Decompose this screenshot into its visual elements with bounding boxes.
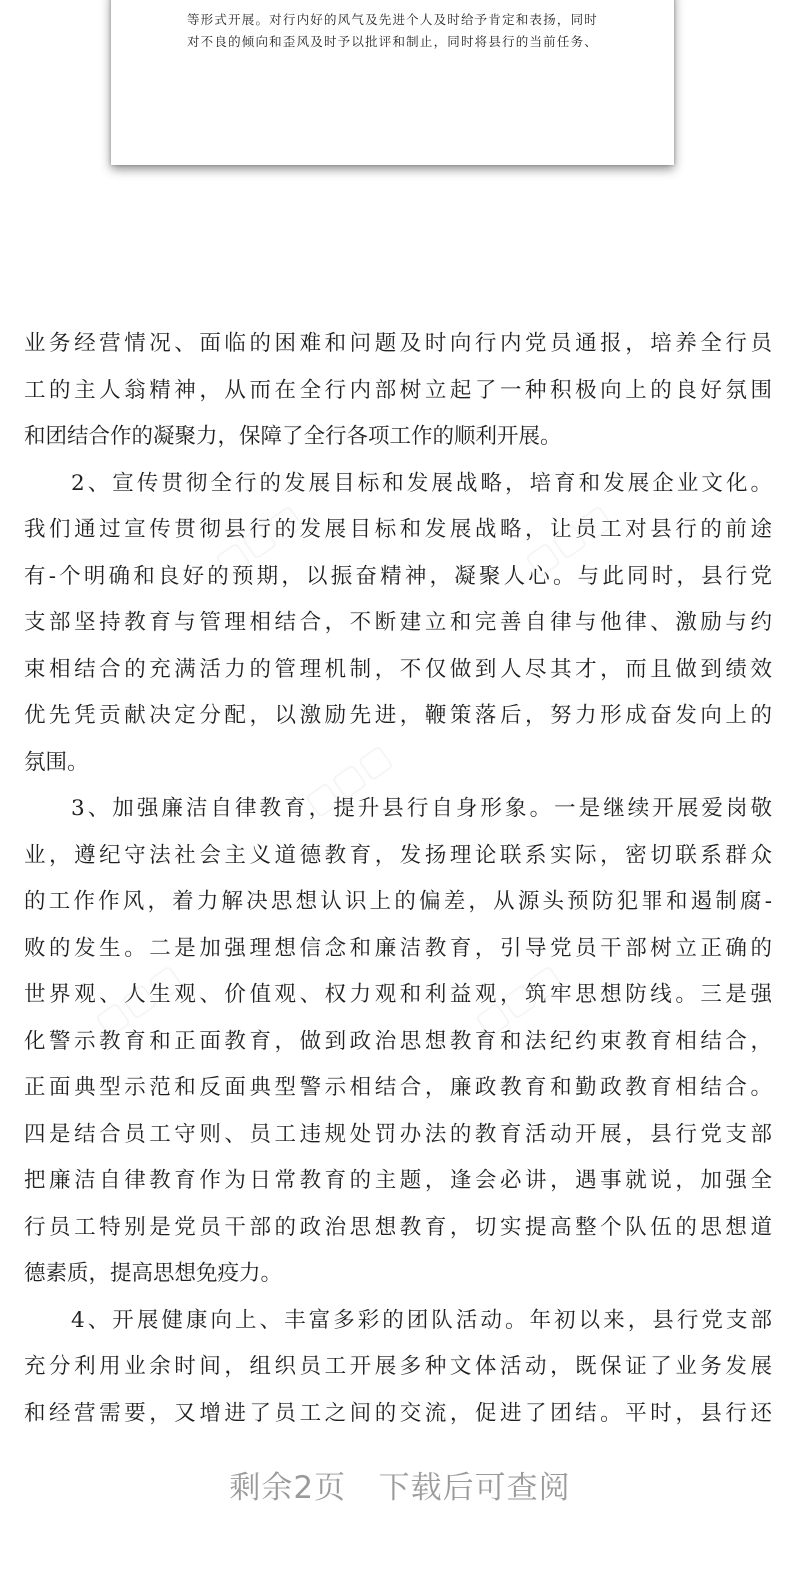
body-line: 化警示教育和正面教育，做到政治思想教育和法纪约束教育相结合， [24,1028,772,1054]
body-line: 行员工特别是党员干部的政治思想教育，切实提高整个队伍的思想道 [24,1214,772,1240]
card-text-line: 对不良的倾向和歪风及时予以批评和制止，同时将县行的当前任务、 [186,34,598,49]
body-line: 正面典型示范和反面典型警示相结合，廉政教育和勤政教育相结合。 [24,1075,772,1100]
body-line: 业务经营情况、面临的困难和问题及时向行内党员通报，培养全行员 [24,331,772,356]
document-preview-card [111,0,674,165]
body-line: 氛围。 [24,749,89,775]
body-line: 2、宣传贯彻全行的发展目标和发展战略，培育和发展企业文化。 [71,470,772,496]
body-line: 把廉洁自律教育作为日常教育的主题，逢会必讲，遇事就说，加强全 [24,1168,772,1193]
watermark: ▢▢▢ [207,495,310,585]
body-line: 四是结合员工守则、员工违规处罚办法的教育活动开展，县行党支部 [24,1121,772,1147]
body-line: 优先凭贡献决定分配，以激励先进，鞭策落后，努力形成奋发向上的 [24,703,772,728]
watermark: ▢▢▢ [517,495,620,585]
body-line: 3、加强廉洁自律教育，提升县行自身形象。一是继续开展爱岗敬 [71,796,772,821]
body-line: 德素质，提高思想免疫力。 [24,1261,283,1286]
card-text-line: 等形式开展。对行内好的风气及先进个人及时给予肯定和表扬，同时 [186,12,598,27]
body-line: 束相结合的充满活力的管理机制，不仅做到人尽其才，而且做到绩效 [24,656,772,682]
body-line: 支部坚持教育与管理相结合，不断建立和完善自律与他律、激励与约 [24,610,772,635]
body-line: 有-个明确和良好的预期，以振奋精神，凝聚人心。与此同时，县行党 [24,563,772,589]
body-line: 和经营需要，又增进了员工之间的交流，促进了团结。平时，县行还 [24,1400,772,1426]
download-hint-label: 下载后可查阅 [378,1470,571,1506]
body-line: 业，遵纪守法社会主义道德教育，发扬理论联系实际，密切联系群众 [24,842,772,868]
body-line: 4、开展健康向上、丰富多彩的团队活动。年初以来，县行党支部 [71,1307,772,1333]
download-prompt[interactable] [0,1462,800,1507]
body-line: 败的发生。二是加强理想信念和廉洁教育，引导党员干部树立正确的 [24,935,772,961]
remaining-pages-label: 剩余2页 [229,1470,347,1506]
body-line: 世界观、人生观、价值观、权力观和利益观，筑牢思想防线。三是强 [24,982,772,1007]
watermark: ▢▢▢ [297,735,400,825]
body-line: 和团结合作的凝聚力，保障了全行各项工作的顺利开展。 [24,424,562,449]
watermark: ▢▢▢ [467,955,570,1045]
body-line: 充分利用业余时间，组织员工开展多种文体活动，既保证了业务发展 [24,1354,772,1379]
body-line: 的工作作风，着力解决思想认识上的偏差，从源头预防犯罪和遏制腐- [24,889,772,914]
document-body [24,321,772,1437]
body-line: 工的主人翁精神，从而在全行内部树立起了一种积极向上的良好氛围 [24,377,772,403]
watermark: ▢▢▢ [87,955,190,1045]
body-line: 我们通过宣传贯彻县行的发展目标和发展战略，让员工对县行的前途 [24,517,772,542]
